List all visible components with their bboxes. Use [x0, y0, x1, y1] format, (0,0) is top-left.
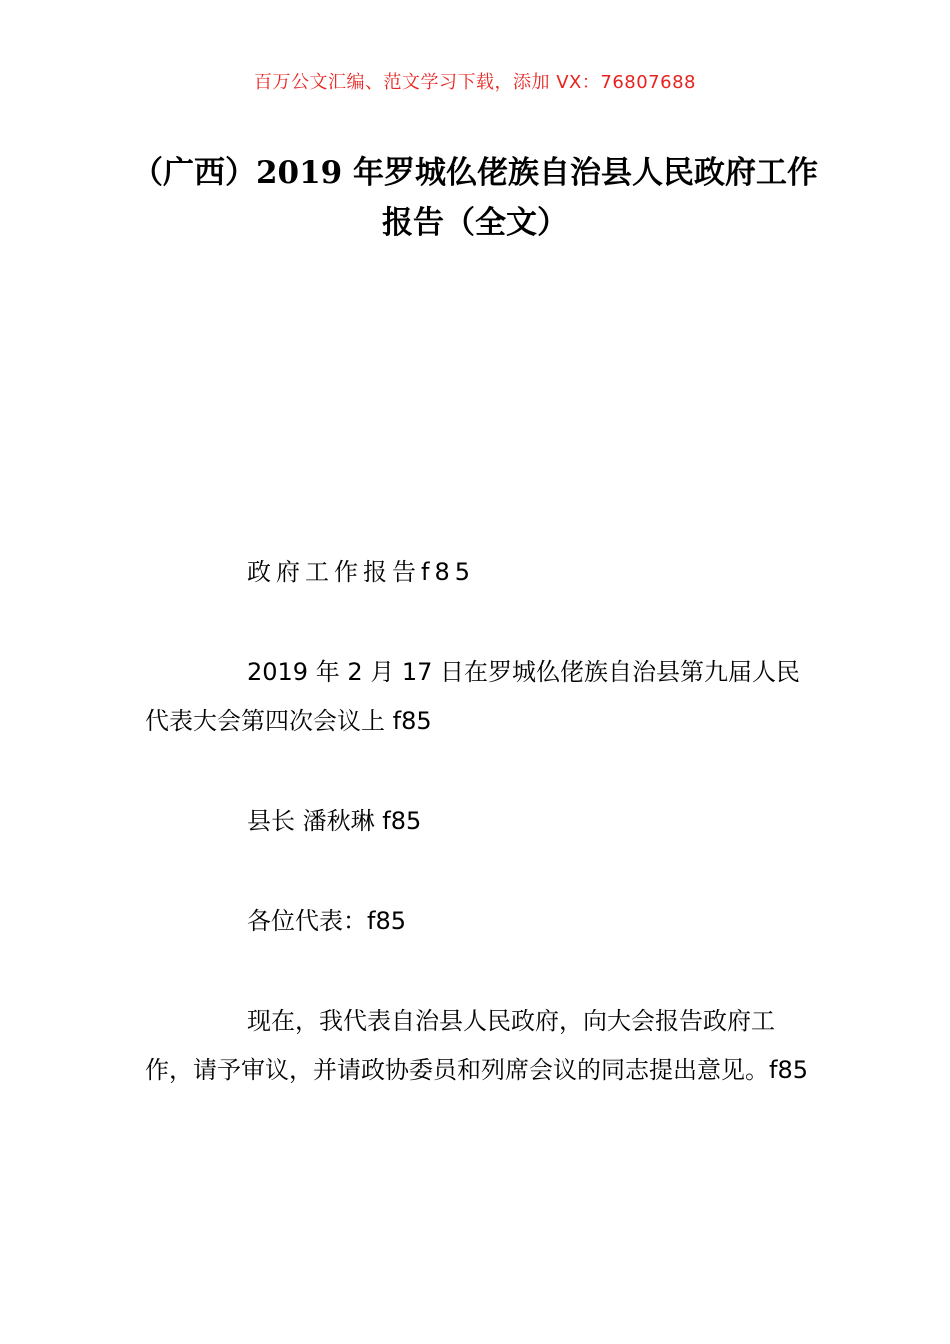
paragraph-speaker: 县长 潘秋琳 f85	[247, 807, 422, 835]
paragraph-salutation: 各位代表：f85	[247, 907, 406, 935]
document-title: （广西）2019 年罗城仫佬族自治县人民政府工作报告（全文）	[131, 155, 819, 241]
header-watermark-note: 百万公文汇编、范文学习下载，添加 VX：76807688	[254, 72, 696, 93]
paragraph-date-meeting: 2019 年 2 月 17 日在罗城仫佬族自治县第九届人民代表大会第四次会议上 f85	[145, 658, 801, 735]
paragraph-opening: 现在，我代表自治县人民政府，向大会报告政府工作，请予审议，并请政协委员和列席会议的同志提出意见。f85	[145, 1007, 808, 1084]
paragraph-report-heading: 政府工作报告f85	[247, 558, 475, 586]
